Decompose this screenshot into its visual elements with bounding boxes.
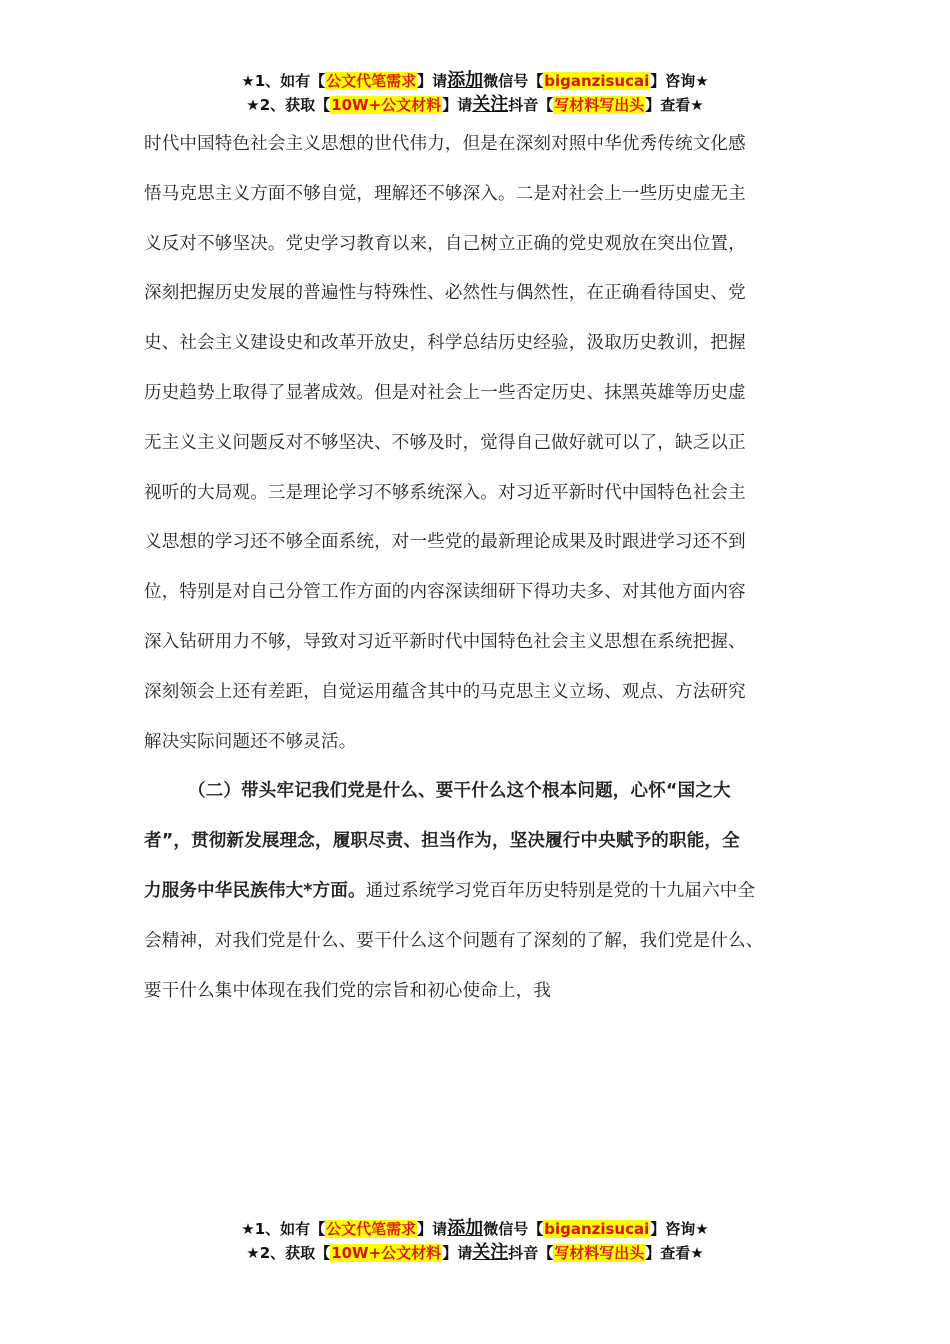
body-line: 无主义主义问题反对不够坚决、不够及时，觉得自己做好就可以了，缺乏以正 <box>144 432 746 453</box>
banner-text: 】请 <box>417 1220 448 1238</box>
body-line: 义思想的学习还不够全面系统，对一些党的最新理论成果及时跟进学习还不到 <box>144 532 746 553</box>
banner-text: 】请 <box>442 96 473 114</box>
body-line: 历史趋势上取得了显著成效。但是对社会上一些否定历史、抹黑英雄等历史虚 <box>144 382 746 403</box>
section-heading-mixed <box>144 867 812 917</box>
header-banner <box>0 69 950 117</box>
banner-text: 抖音【 <box>508 96 554 114</box>
body-line: 义反对不够坚决。党史学习教育以来，自己树立正确的党史观放在突出位置， <box>144 233 746 254</box>
banner-line-2 <box>0 1241 950 1265</box>
section-heading-end: 力服务中华民族伟大*方面。 <box>144 880 366 901</box>
body-line: 深入钻研用力不够，导致对习近平新时代中国特色社会主义思想在系统把握、 <box>144 631 746 652</box>
footer-banner <box>0 1217 950 1265</box>
add-emphasis: 添加 <box>447 1218 484 1239</box>
banner-text: 】咨询★ <box>650 72 709 90</box>
banner-text: ★2、获取【 <box>246 96 331 114</box>
douyin-name-highlight: 写材料写出头 <box>554 1244 645 1262</box>
service-highlight: 公文代笔需求 <box>326 1220 417 1238</box>
wechat-id-highlight: biganzisucai <box>544 72 650 90</box>
banner-line-2 <box>0 93 950 117</box>
body-line: 悟马克思主义方面不够自觉，理解还不够深入。二是对社会上一些历史虚无主 <box>144 183 746 204</box>
material-highlight: 10W+公文材料 <box>331 1244 442 1262</box>
body-line: 会精神，对我们党是什么、要干什么这个问题有了深刻的了解，我们党是什么、 <box>144 930 764 951</box>
body-line: 深刻把握历史发展的普遍性与特殊性、必然性与偶然性，在正确看待国史、党 <box>144 283 746 304</box>
banner-text: 】请 <box>417 72 448 90</box>
banner-text: 微信号【 <box>483 1220 544 1238</box>
banner-line-1 <box>0 1217 950 1241</box>
service-highlight: 公文代笔需求 <box>326 72 417 90</box>
banner-text: 抖音【 <box>508 1244 554 1262</box>
banner-line-1 <box>0 69 950 93</box>
body-line: 解决实际问题还不够灵活。 <box>144 731 357 752</box>
body-line: 视听的大局观。三是理论学习不够系统深入。对习近平新时代中国特色社会主 <box>144 482 746 503</box>
banner-text: 】请 <box>442 1244 473 1262</box>
body-line: 要干什么集中体现在我们党的宗旨和初心使命上，我 <box>144 980 552 1001</box>
section-heading: 者”，贯彻新发展理念，履职尽责、担当作为，坚决履行中央赋予的职能，全 <box>144 831 740 852</box>
material-highlight: 10W+公文材料 <box>331 96 442 114</box>
douyin-name-highlight: 写材料写出头 <box>554 96 645 114</box>
banner-text: 】咨询★ <box>650 1220 709 1238</box>
banner-text: 微信号【 <box>483 72 544 90</box>
banner-text: ★1、如有【 <box>241 72 326 90</box>
banner-text: 】查看★ <box>645 96 704 114</box>
section-heading: （二）带头牢记我们党是什么、要干什么这个根本问题，心怀“国之大 <box>188 781 731 802</box>
banner-text: ★1、如有【 <box>241 1220 326 1238</box>
follow-emphasis: 关注 <box>472 94 509 115</box>
body-line: 深刻领会上还有差距，自觉运用蕴含其中的马克思主义立场、观点、方法研究 <box>144 681 746 702</box>
add-emphasis: 添加 <box>447 70 484 91</box>
follow-emphasis: 关注 <box>472 1242 509 1263</box>
banner-text: ★2、获取【 <box>246 1244 331 1262</box>
body-line: 时代中国特色社会主义思想的世代伟力，但是在深刻对照中华优秀传统文化感 <box>144 134 746 154</box>
section-text-start: 通过系统学习党百年历史特别是党的十九届六中全 <box>365 880 756 901</box>
body-line: 史、社会主义建设史和改革开放史，科学总结历史经验，汲取历史教训，把握 <box>144 333 746 354</box>
body-line: 位，特别是对自己分管工作方面的内容深读细研下得功夫多、对其他方面内容 <box>144 582 746 603</box>
wechat-id-highlight: biganzisucai <box>544 1220 650 1238</box>
banner-text: 】查看★ <box>645 1244 704 1262</box>
document-body <box>144 120 812 1016</box>
